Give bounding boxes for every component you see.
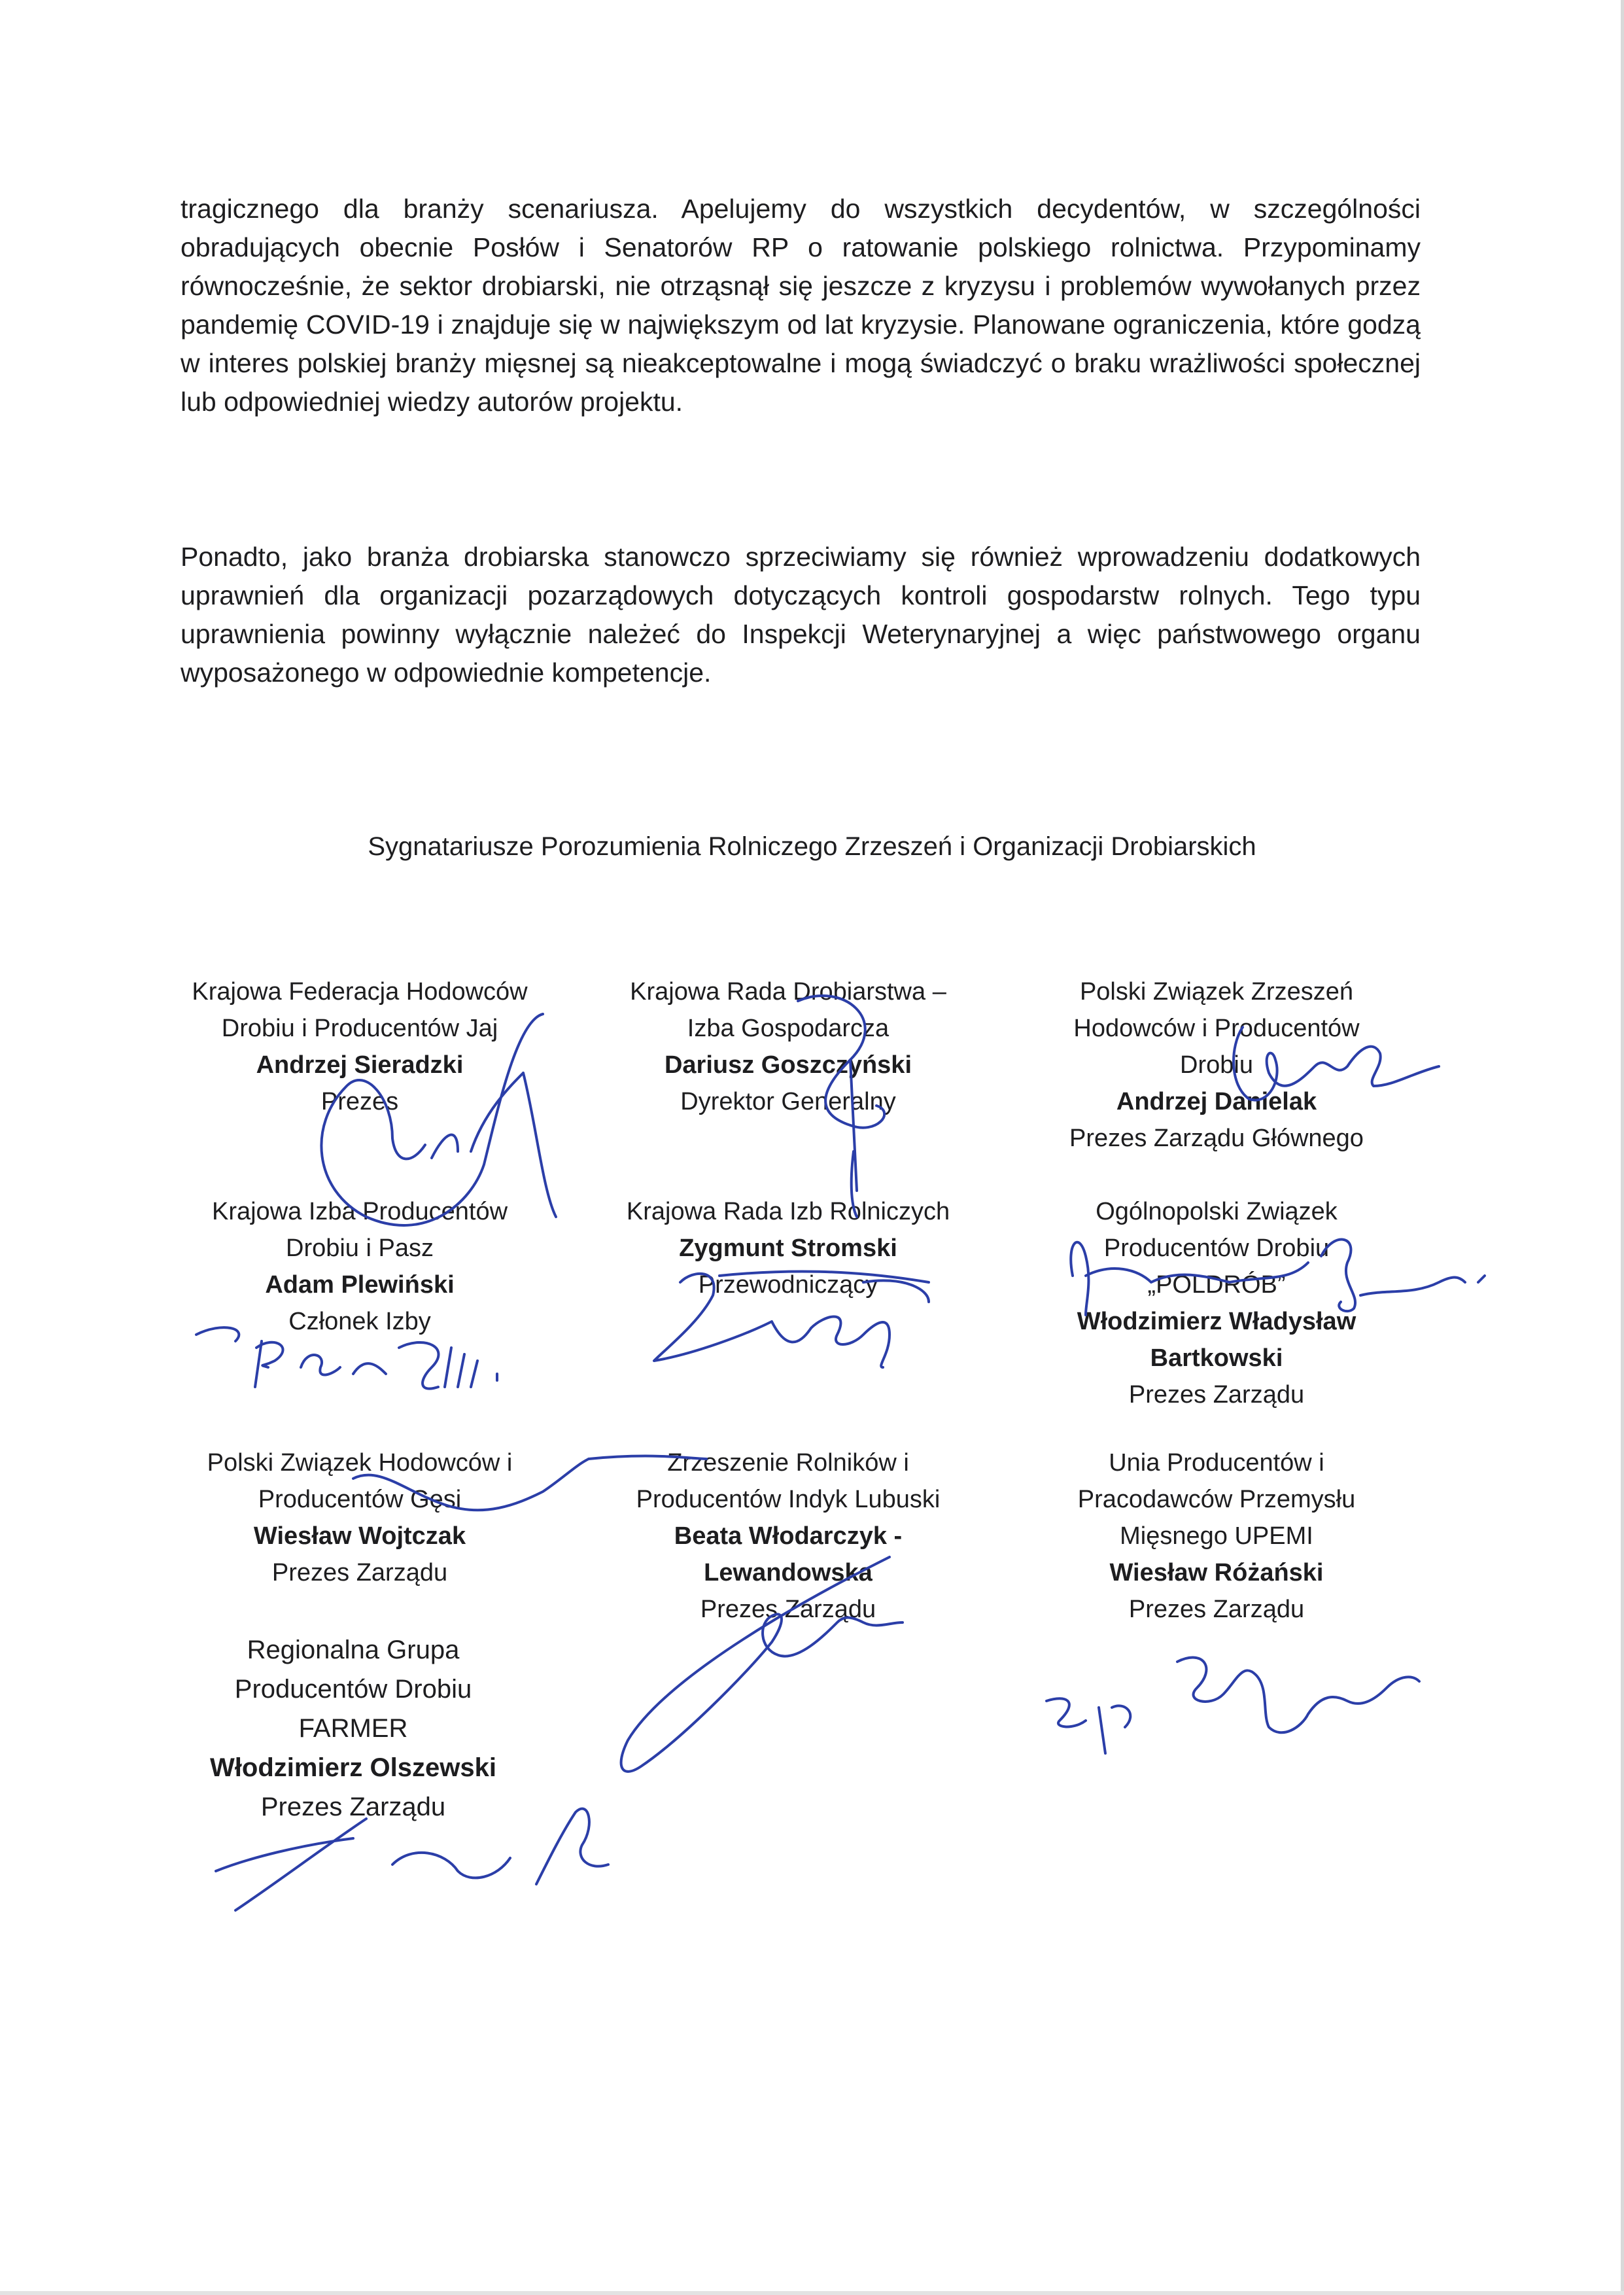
signatory-upemi — [1001, 1445, 1432, 1628]
org-name-line: Krajowa Rada Izb Rolniczych — [626, 1198, 950, 1225]
signatory-role: Prezes Zarządu — [1128, 1596, 1305, 1623]
signatory-kipd — [157, 1193, 562, 1340]
signature-szymanski — [1046, 1658, 1419, 1753]
signatory-name: Zygmunt Stromski — [679, 1235, 897, 1262]
org-name-line: Unia Producentów i — [1109, 1449, 1324, 1477]
org-name-line: Producentów Indyk Lubuski — [636, 1486, 941, 1513]
signatory-name: Beata Włodarczyk - — [674, 1522, 903, 1550]
org-name-line: Zrzeszenie Rolników i — [667, 1449, 909, 1477]
signatory-kfhd — [157, 973, 562, 1120]
signatory-role: Dyrektor Generalny — [680, 1088, 896, 1115]
org-name-line: Drobiu — [1180, 1051, 1253, 1079]
signatory-role: Prezes Zarządu — [260, 1793, 446, 1821]
signatory-name: Adam Plewiński — [265, 1271, 455, 1299]
signatory-role: Przewodniczący — [698, 1271, 878, 1299]
org-name-line: Producentów Gęsi — [258, 1486, 462, 1513]
signatory-role: Prezes Zarządu Głównego — [1069, 1125, 1364, 1152]
org-name-line: Drobiu i Pasz — [286, 1235, 434, 1262]
org-name-line: Drobiu i Producentów Jaj — [221, 1015, 498, 1042]
signatory-name: Włodzimierz Olszewski — [210, 1753, 496, 1782]
org-name-line: Izba Gospodarcza — [687, 1015, 890, 1042]
signatory-role: Prezes Zarządu — [700, 1596, 876, 1623]
page-bottom-edge — [0, 2291, 1624, 2295]
org-name-line: Pracodawców Przemysłu — [1077, 1486, 1356, 1513]
signatory-role: Prezes Zarządu — [271, 1559, 448, 1586]
signatory-name: Wiesław Wojtczak — [253, 1522, 466, 1550]
signatory-zril — [576, 1445, 1001, 1628]
signatory-name: Dariusz Goszczyński — [664, 1051, 912, 1079]
org-name-line: Producentów Drobiu — [1103, 1235, 1330, 1262]
signatory-pzhg — [157, 1445, 562, 1591]
letter-paragraph-1: tragicznego dla branży scenariusza. Apelujemy do wszystkich decydentów, w szczególności obradujących obecnie Posłów i Senatorów RP o ratowanie polskiego rolnictwa. Przypominamy równocześnie, że sektor drobiarski, nie otrząsnął się jeszcze z kryzysu i problemów wywołanych przez pandemię COVID-19 i znajduje się w największym od lat kryzysie. Planowane ograniczenia, które godzą w interes polskiej branży mięsnej są nieakceptowalne i mogą świadczyć o braku wrażliwości społecznej lub odpowiedniej wiedzy autorów projektu. — [181, 194, 1421, 417]
org-name-line: Krajowa Rada Drobiarstwa – — [630, 978, 946, 1006]
org-name-line: FARMER — [298, 1714, 408, 1743]
signatory-pzz — [1001, 973, 1432, 1157]
signatory-name: Andrzej Danielak — [1116, 1088, 1317, 1115]
signatory-role: Prezes Zarządu — [1128, 1381, 1305, 1409]
signatory-ozp — [1001, 1193, 1432, 1413]
signatory-kriz — [576, 1193, 1001, 1303]
org-name-line: Polski Związek Hodowców i — [207, 1449, 513, 1477]
signatories-heading: Sygnatariusze Porozumienia Rolniczego Zrzeszeń i Organizacji Drobiarskich — [368, 832, 1256, 861]
org-name-line: Krajowa Federacja Hodowców — [192, 978, 528, 1006]
page-edge-shadow — [1621, 0, 1624, 2295]
signatory-name: Lewandowska — [704, 1559, 872, 1586]
signatory-krd — [576, 973, 1001, 1120]
org-name-line: Producentów Drobiu — [234, 1675, 472, 1704]
signatory-role: Prezes — [320, 1088, 399, 1115]
signatory-farmer — [157, 1630, 549, 1827]
signatory-name: Andrzej Sieradzki — [256, 1051, 464, 1079]
org-name-line: Mięsnego UPEMI — [1120, 1522, 1313, 1550]
org-name-line: Regionalna Grupa — [247, 1636, 460, 1664]
letter-paragraph-2: Ponadto, jako branża drobiarska stanowczo sprzeciwiamy się również wprowadzeniu dodatkowych uprawnień dla organizacji pozarządowych dotyczących kontroli gospodarstw rolnych. Tego typu uprawnienia powinny wyłącznie należeć do Inspekcji Weterynaryjnej a więc państwowego organu wyposażonego w odpowiednie kompetencje. — [181, 542, 1421, 688]
org-name-line: „POLDRÓB” — [1147, 1271, 1286, 1299]
org-name-line: Krajowa Izba Producentów — [211, 1198, 508, 1225]
signatory-name: Wiesław Różański — [1109, 1559, 1324, 1586]
org-name-line: Polski Związek Zrzeszeń — [1079, 978, 1354, 1006]
signatory-name: Bartkowski — [1150, 1344, 1283, 1372]
org-name-line: Ogólnopolski Związek — [1096, 1198, 1338, 1225]
org-name-line: Hodowców i Producentów — [1073, 1015, 1360, 1042]
signatory-name: Włodzimierz Władysław — [1077, 1308, 1356, 1335]
signatory-role: Członek Izby — [288, 1308, 431, 1335]
